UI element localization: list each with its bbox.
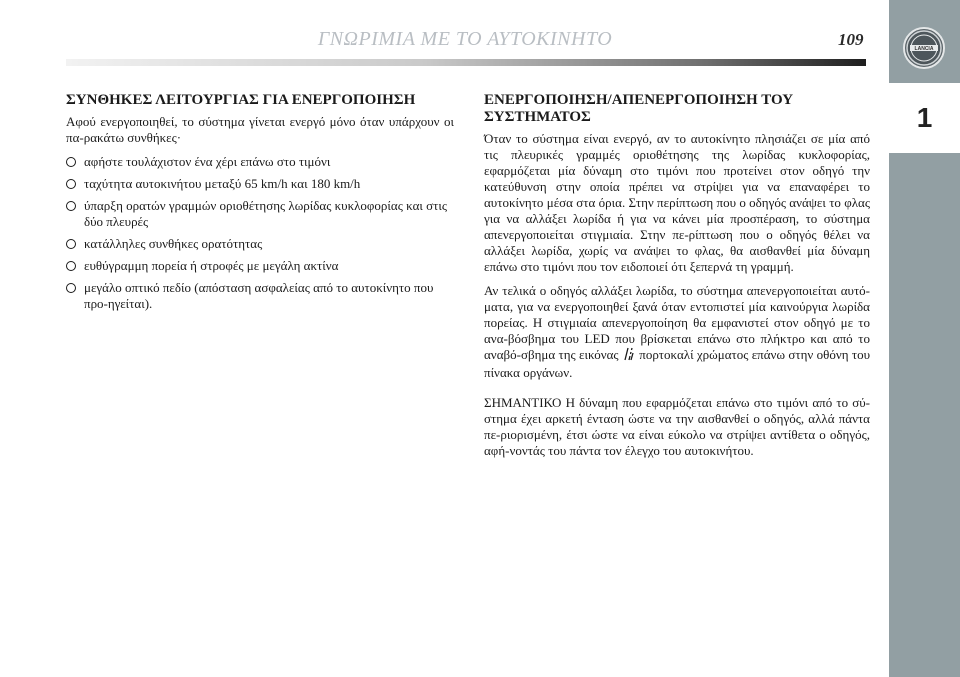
chapter-sidebar [889, 0, 960, 677]
conditions-list [66, 154, 454, 312]
list-item [66, 154, 454, 170]
list-item [66, 258, 454, 274]
logo-text: LANCIA [914, 46, 934, 52]
activation-paragraph-2 [484, 283, 870, 381]
list-item-text: αφήστε τουλάχιστον ένα χέρι επάνω στο τιμόνι [84, 154, 331, 169]
list-item-text: ευθύγραμμη πορεία ή στροφές με μεγάλη ακτίνα [84, 258, 339, 273]
list-item [66, 198, 454, 230]
list-item [66, 280, 454, 312]
note-label: ΣΗΜΑΝΤΙΚΟ [484, 395, 562, 411]
activation-paragraph-1: Όταν το σύστημα είναι ενεργό, αν το αυτοκίνητο πλησιάζει σε μία από τις πλευρικές γραμμές οριοθέτησης της λωρίδας κυκλοφορίας, εφαρμόζεται μία δύναμη στο τιμόνι που προτείνει στον οδηγό την κατεύθυνση στην οποία πρέπει να στρίψει για να επαναφέρει το αυτοκίνητο μέσα στα όρια. Στην περίπτωση που ο οδηγός ανάψει το φλας για να αλλάξει λωρίδα ή για να κάνει μία προσπέραση, το σύστημα απενεργοποιείται στιγμιαία. Στην πε-ρίπτωση που ο οδηγός θέλει να αλλάξει λωρίδα, χωρίς να ανάψει το φλας, θα αισθανθεί μία δύναμη επάνω στο τιμόνι που τον ειδοποιεί ότι ξεπερνά τη γραμμή. [484, 131, 870, 274]
list-item-text: μεγάλο οπτικό πεδίο (απόσταση ασφαλείας από το αυτοκίνητο που προ-ηγείται). [84, 280, 434, 311]
conditions-intro: Αφού ενεργοποιηθεί, το σύστημα γίνεται ενεργό μόνο όταν υπάρχουν οι πα-ρακάτω συνθήκες· [66, 114, 454, 145]
bullet-icon [66, 201, 76, 211]
header-rule [66, 59, 866, 66]
running-header-title: ΓΝΩΡΙΜΙΑ ΜΕ ΤΟ ΑΥΤΟΚΙΝΗΤΟ [317, 28, 613, 50]
bullet-icon [66, 283, 76, 293]
bullet-icon [66, 179, 76, 189]
lane-assist-icon [622, 347, 636, 365]
list-item [66, 236, 454, 252]
right-column [484, 92, 870, 467]
lancia-logo-icon [903, 27, 945, 69]
bullet-icon [66, 157, 76, 167]
left-column [66, 92, 454, 318]
paragraph-2-text-a: Αν τελικά ο οδηγός αλλάξει λωρίδα, το σύστημα απενεργοποιείται αυτό-ματα, για να ενεργοποιηθεί ξανά όταν εντοπιστεί μία καινούργια λωρίδα πορείας. Η στιγμιαία απενεργοποίηση θα εμφανιστεί στον οδηγό με το ανα-βόσβημα του LED που βρίσκεται επάνω στο πλήκτρο και από το αναβό-σβημα της εικόνας [484, 283, 870, 362]
section-heading-activation: ΕΝΕΡΓΟΠΟΙΗΣΗ/ΑΠΕΝΕΡΓΟΠΟΙΗΣΗ ΤΟΥ ΣΥΣΤΗΜΑΤΟΣ [484, 92, 794, 125]
chapter-number: 1 [916, 102, 933, 133]
section-heading-conditions: ΣΥΝΘΗΚΕΣ ΛΕΙΤΟΥΡΓΙΑΣ ΓΙΑ ΕΝΕΡΓΟΠΟΙΗΣΗ [66, 92, 416, 108]
list-item-text: ταχύτητα αυτοκινήτου μεταξύ 65 km/h και 180 km/h [84, 176, 361, 191]
list-item-text: κατάλληλες συνθήκες ορατότητας [84, 236, 263, 251]
list-item-text: ύπαρξη ορατών γραμμών οριοθέτησης λωρίδας κυκλοφορίας και στις δύο πλευρές [84, 198, 448, 229]
page-number: 109 [838, 30, 864, 49]
bullet-icon [66, 239, 76, 249]
note-text: Η δύναμη που εφαρμόζεται επάνω στο τιμόνι από το σύ-στημα έχει αρκετή ένταση ώστε να την αισθανθεί ο οδηγός, αλλά πάντα πε-ριορισμένη, έτσι ώστε να είναι εύκολο να στρίψει αντίθετα ο οδηγός, αφή-νοντάς του πάντα τον έλεγχο του αυτοκινήτου. [484, 395, 871, 459]
bullet-icon [66, 261, 76, 271]
chapter-tab [889, 83, 960, 153]
list-item [66, 176, 454, 192]
paragraph-2-text-b: πορτοκαλί χρώματος επάνω στην οθόνη του πίνακα οργάνων. [484, 347, 870, 381]
important-note [484, 395, 870, 459]
